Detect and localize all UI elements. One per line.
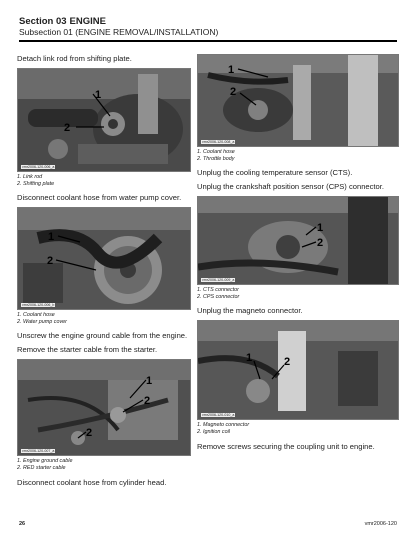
- section-title: [19, 16, 399, 27]
- figure-caption: [197, 422, 397, 435]
- callout-2: 2: [47, 255, 54, 268]
- callout-2: 2: [284, 356, 291, 369]
- figure-throttle-body: [197, 54, 399, 147]
- callout-1: 1: [48, 231, 55, 244]
- page-number: 26: [19, 521, 26, 527]
- figure-caption: [197, 287, 397, 300]
- figure-caption: [17, 458, 191, 471]
- figure-water-pump: [17, 207, 191, 310]
- figure-ground-cable: [17, 359, 191, 456]
- instruction-unplug-cts: Unplug the cooling temperature sensor (CTS).: [197, 168, 353, 178]
- figure-id: vmr2006-120-008_a: [202, 140, 235, 144]
- figure-caption: [17, 312, 191, 325]
- photo-throttle-body: [198, 55, 398, 146]
- instruction-disconnect-coolant-hose: Disconnect coolant hose from water pump cover.: [17, 193, 182, 203]
- caption-line: 1. Engine ground cable: [17, 458, 73, 465]
- left-column: [17, 54, 191, 492]
- figure-id: vmr2006-120-009_a: [202, 278, 235, 283]
- caption-line: 1. CTS connector: [197, 287, 239, 294]
- caption-line: 2. Shifting plate: [17, 180, 55, 187]
- caption-line: 2. Water pump cover: [17, 318, 67, 325]
- figure-caption: [197, 149, 397, 162]
- page-header: [19, 16, 399, 38]
- callout-2-secondary: 2: [86, 427, 93, 440]
- document-code: vmr2006-120: [364, 521, 397, 527]
- instruction-unplug-cps: Unplug the crankshaft position sensor (CPS) connector.: [197, 182, 384, 192]
- instruction-disconnect-hose-cylinder-head: Disconnect coolant hose from cylinder head.: [17, 477, 167, 487]
- instruction-unplug-magneto: Unplug the magneto connector.: [197, 306, 303, 316]
- instruction-unscrew-ground-cable: Unscrew the engine ground cable from the engine.: [17, 331, 188, 341]
- callout-1: 1: [317, 222, 324, 235]
- caption-line: 2. RED starter cable: [17, 464, 66, 471]
- caption-line: 2. Throttle body: [197, 155, 235, 162]
- caption-line: 1. Coolant hose: [197, 149, 235, 155]
- callout-2: 2: [64, 122, 71, 134]
- caption-line: 1. Magneto connector: [197, 422, 250, 429]
- figure-link-rod: [17, 68, 191, 172]
- caption-line: 1. Link rod: [17, 174, 43, 180]
- figure-id: vmr2006-120-007_a: [22, 449, 55, 454]
- figure-caption: [17, 174, 191, 187]
- header-rule: [19, 40, 397, 42]
- instruction-remove-coupling-screws: Remove screws securing the coupling unit to engine.: [197, 441, 375, 451]
- subsection-title: Subsection 01 (ENGINE REMOVAL/INSTALLATION): [19, 27, 219, 37]
- figure-magneto: [197, 320, 399, 420]
- photo-link-rod: [18, 69, 190, 171]
- callout-2: 2: [144, 395, 151, 408]
- callout-2: 2: [317, 237, 324, 250]
- section-label: Section 03: [19, 16, 67, 27]
- right-column: [197, 54, 397, 456]
- callout-1: 1: [95, 89, 102, 101]
- instruction-remove-starter-cable: Remove the starter cable from the starter.: [17, 345, 158, 355]
- caption-line: 2. CPS connector: [197, 293, 240, 300]
- photo-water-pump: [18, 208, 190, 309]
- callout-1: 1: [146, 375, 153, 388]
- callout-2: 2: [230, 86, 237, 98]
- section-name: ENGINE: [69, 16, 106, 27]
- caption-line: 2. Ignition coil: [197, 428, 230, 435]
- photo-ground-cable: [18, 360, 190, 455]
- photo-sensor-connectors: [198, 197, 398, 284]
- figure-id: vmr2006-120-010_a: [202, 413, 235, 418]
- figure-sensor-connectors: [197, 196, 399, 285]
- callout-1: 1: [246, 352, 253, 365]
- figure-id: vmr2006-120-006_b: [22, 303, 55, 308]
- instruction-detach-link-rod: Detach link rod from shifting plate.: [17, 54, 132, 63]
- photo-magneto: [198, 321, 398, 419]
- figure-id: vmr2006-120-006_a: [22, 165, 55, 169]
- callout-1: 1: [228, 64, 235, 76]
- caption-line: 1. Coolant hose: [17, 312, 55, 319]
